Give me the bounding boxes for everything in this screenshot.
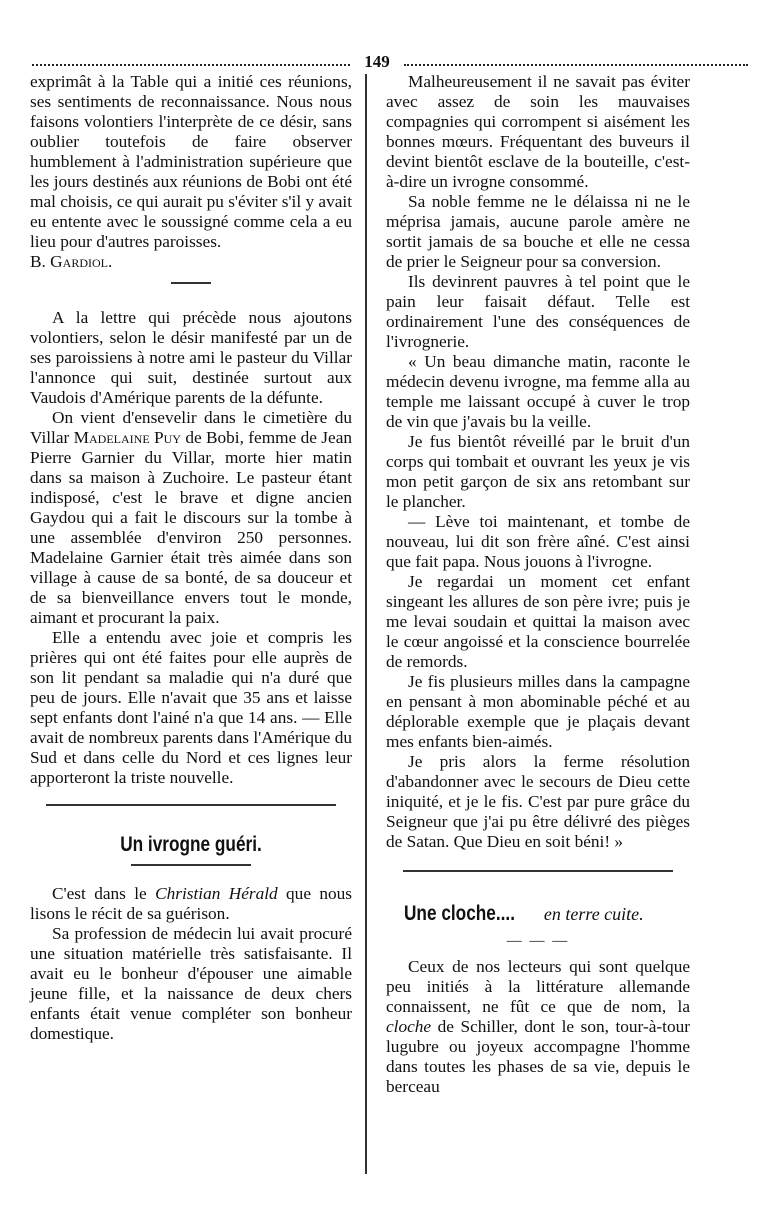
- article-title: Un ivrogne guéri.: [120, 833, 262, 856]
- paragraph-2: Sa noble femme ne le délaissa ni ne le méprisa jamais, aucune parole amère ne sortit jamais de sa bouche et elle ne cessa de prier le Seigneur pour sa conversion.: [386, 192, 690, 271]
- title-dashes: — — —: [506, 933, 570, 949]
- paragraph-3: Ils devinrent pauvres à tel point que le pain leur faisait défaut. Telle est ordinairement l'une des conséquences de l'ivrognerie.: [386, 272, 690, 351]
- paragraph-1: Malheureusement il ne savait pas éviter avec assez de soin les mauvaises compagnies qui corrompent si aisément les bonnes mœurs. Fréquentant des buveurs il devint bientôt esclave de la bouteille, c'est-à-dire un ivrogne consommé.: [386, 72, 690, 191]
- deceased-name: Madelaine Puy: [73, 428, 181, 447]
- left-column: [30, 72, 352, 1044]
- signature: B. Gardiol.: [30, 252, 113, 271]
- funeral-paragraph: On vient d'ensevelir dans le cimetière du Villar Madelaine Puy de Bobi, femme de Jean Pierre Garnier du Villar, morte hier matin dans sa maison à Zuchoire. Le pasteur étant indisposé, c'est le brave et digne ancien Gaydou qui a fait le discours sur la tombe à une assemblée d'environ 250 personnes. Madelaine Garnier était très aimée dans son village à cause de sa bonté, de sa douceur et de sa bienveillance envers tout le monde, aimant et procurant la paix.: [30, 408, 353, 627]
- paragraph-10: Ceux de nos lecteurs qui sont quelque peu initiés à la littérature allemande connaissent, ne fût ce que de nom, la cloche de Schiller, dont le son, tour-à-tour lugubre ou joyeux accompagne l'homme dans toutes les phases de sa vie, depuis le berceau: [386, 957, 690, 1096]
- right-column: [386, 72, 690, 1097]
- title-underline: [131, 864, 251, 866]
- section-separator: [171, 282, 211, 284]
- page-number: 149: [364, 52, 390, 71]
- illness-paragraph: Elle a entendu avec joie et compris les prières qui ont été faites pour elle auprès de son lit pendant sa maladie qui n'a duré que peu de jours. Elle n'avait que 35 ans et laisse sept enfants dont l'ainé n'a que 14 ans. — Elle avait de nombreux parents dans l'Amérique du Sud et dans celle du Nord et ces lignes leur apporteront la triste nouvelle.: [30, 628, 352, 787]
- paragraph-7: Je regardai un moment cet enfant singeant les allures de son père ivre; puis je me levai soudain et quittai la maison avec le cœur angoissé et la conscience bourrelée de remords.: [386, 572, 690, 671]
- header-dotted-rule-right: [404, 64, 748, 66]
- article-separator-right: [403, 870, 673, 872]
- cloche-article-title: Une cloche.... en terre cuite.: [404, 902, 644, 925]
- page-header: [32, 52, 748, 70]
- paragraph-6: — Lève toi maintenant, et tombe de nouveau, lui dit son frère aîné. C'est ainsi que fait papa. Nous jouons à l'ivrogne.: [386, 512, 690, 571]
- column-divider: [365, 74, 367, 1174]
- header-dotted-rule-left: [32, 64, 350, 66]
- paragraph-5: Je fus bientôt réveillé par le bruit d'un corps qui tombait et ouvrant les yeux je vis mon petit garçon de six ans retombant sur le plancher.: [386, 432, 690, 511]
- profession-paragraph: Sa profession de médecin lui avait procuré une situation matérielle très satisfaisante. Il avait eu le bonheur d'épouser une aimable jeune fille, et la naissance de deux chers enfants était venue compléter son bonheur domestique.: [30, 924, 352, 1043]
- paragraph-9: Je pris alors la ferme résolution d'abandonner avec le secours de Dieu cette iniquité, et je le fis. C'est par pure grâce du Seigneur que j'ai pu être délivré des pièges de Satan. Que Dieu en soit béni! »: [386, 752, 690, 851]
- paragraph-8: Je fis plusieurs milles dans la campagne en pensant à mon abominable péché et au déplorable exemple que je plaçais devant mes enfants bien-aimés.: [386, 672, 690, 751]
- source-paragraph: C'est dans le Christian Hérald que nous lisons le récit de sa guérison.: [30, 884, 352, 923]
- source-title: Christian Hérald: [155, 884, 278, 903]
- article-separator: [46, 804, 336, 806]
- letter-continuation: exprimât à la Table qui a initié ces réunions, ses sentiments de reconnaissance. Nous nous faisons volontiers l'interprète de ce désir, sans oublier toutefois de faire observer humblement à l'administration supérieure que les jours destinés aux réunions de Bobi ont été mal choisis, ce qui aurait pu s'éviter s'il y avait eu entente avec le soussigné comme cela a eu lieu pour d'autres paroisses.: [30, 72, 353, 251]
- intro-paragraph: A la lettre qui précède nous ajoutons volontiers, selon le désir manifesté par un de ses paroissiens à notre ami le pasteur du Villar l'annonce qui suit, destinée surtout aux Vaudois d'Amérique parents de la défunte.: [30, 308, 352, 407]
- paragraph-4: « Un beau dimanche matin, raconte le médecin devenu ivrogne, ma femme alla au temple me laissant occupé à cuver le trop de vin que j'avais bu la veille.: [386, 352, 690, 431]
